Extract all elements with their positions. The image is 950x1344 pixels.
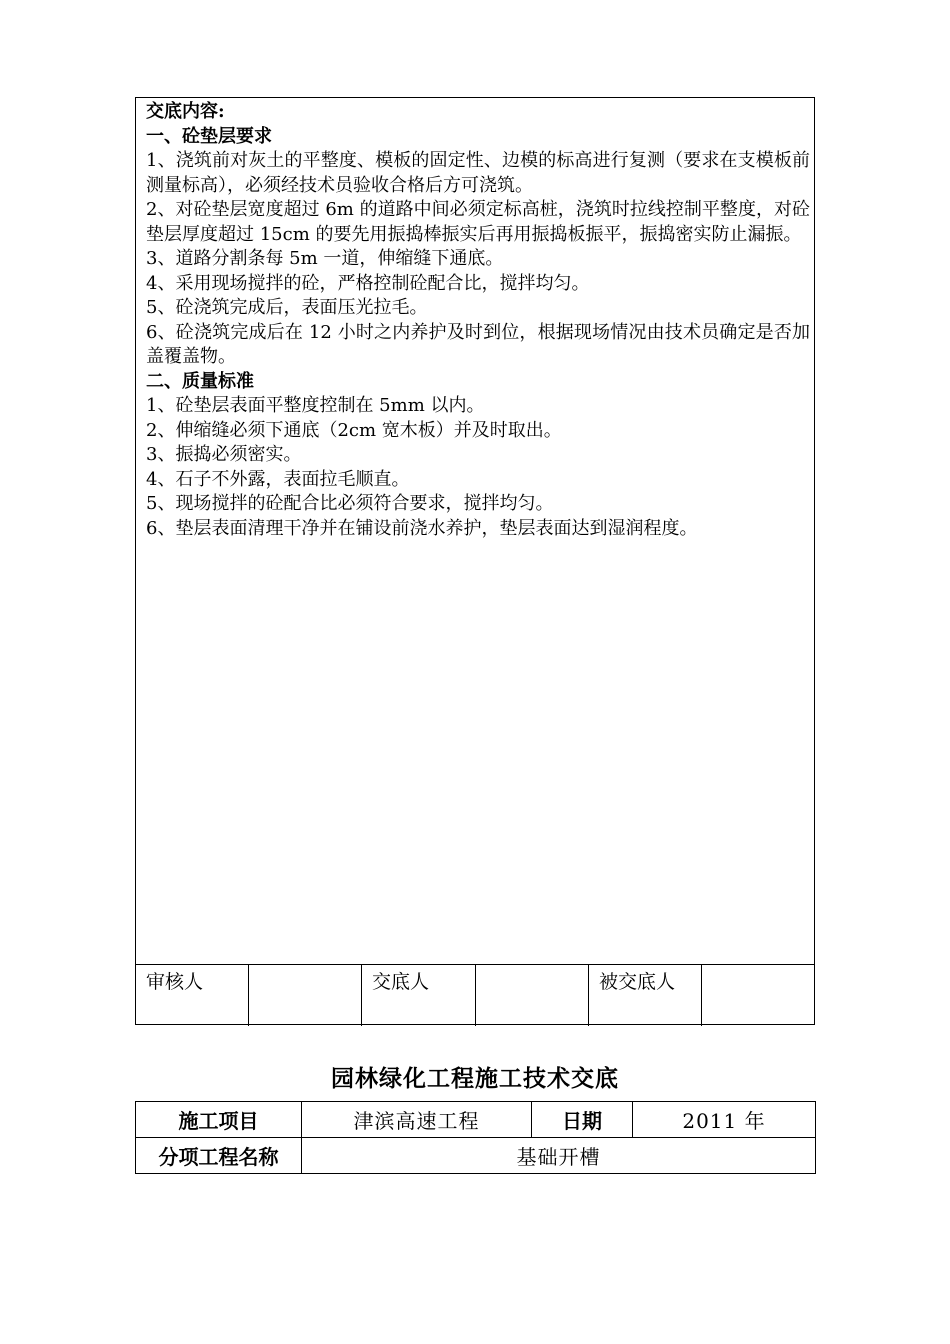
project-info-table <box>135 1101 816 1174</box>
reviewer-field <box>249 965 362 1026</box>
recipient-field <box>702 965 814 1026</box>
quality-item: 6、垫层表面清理干净并在铺设前浇水养护，垫层表面达到湿润程度。 <box>146 517 698 539</box>
requirement-item: 5、砼浇筑完成后，表面压光拉毛。 <box>146 297 428 318</box>
presenter-field <box>476 965 589 1026</box>
section-title-requirements: 一、砼垫层要求 <box>146 125 272 147</box>
recipient-label: 被交底人 <box>589 965 702 1026</box>
content-heading: 交底内容: <box>146 101 225 122</box>
presenter-label: 交底人 <box>362 965 476 1026</box>
table-row <box>136 1138 816 1174</box>
project-label: 施工项目 <box>136 1102 302 1138</box>
disclosure-content <box>146 100 810 541</box>
reviewer-label: 审核人 <box>136 965 249 1026</box>
subproject-value: 基础开槽 <box>302 1138 816 1174</box>
date-label: 日期 <box>532 1102 633 1138</box>
form-title: 园林绿化工程施工技术交底 <box>331 1066 619 1092</box>
project-value: 津滨高速工程 <box>302 1102 532 1138</box>
quality-item: 5、现场搅拌的砼配合比必须符合要求，搅拌均匀。 <box>146 493 554 514</box>
requirement-item: 6、砼浇筑完成后在 12 小时之内养护及时到位，根据现场情况由技术员确定是否加盖覆盖物。 <box>146 321 810 367</box>
quality-item: 1、砼垫层表面平整度控制在 5mm 以内。 <box>146 395 485 416</box>
table-row <box>136 1102 816 1138</box>
date-value: 2011 年 <box>633 1102 816 1138</box>
quality-item: 2、伸缩缝必须下通底（2cm 宽木板）并及时取出。 <box>146 419 562 441</box>
section-title-quality: 二、质量标准 <box>146 370 254 392</box>
disclosure-content-box <box>135 97 815 1025</box>
subproject-label: 分项工程名称 <box>136 1138 302 1174</box>
requirement-item: 1、浇筑前对灰土的平整度、模板的固定性、边模的标高进行复测（要求在支模板前测量标高），必须经技术员验收合格后方可浇筑。 <box>146 150 810 196</box>
requirement-item: 3、道路分割条每 5m 一道，伸缩缝下通底。 <box>146 248 504 269</box>
requirement-item: 4、采用现场搅拌的砼，严格控制砼配合比，搅拌均匀。 <box>146 272 590 294</box>
signature-row <box>136 964 814 1026</box>
quality-item: 4、石子不外露，表面拉毛顺直。 <box>146 468 410 490</box>
quality-item: 3、振捣必须密实。 <box>146 444 302 465</box>
requirement-item: 2、对砼垫层宽度超过 6m 的道路中间必须定标高桩，浇筑时拉线控制平整度，对砼垫层厚度超过 15cm 的要先用振捣棒振实后再用振捣板振平，振捣密实防止漏振。 <box>146 199 810 245</box>
